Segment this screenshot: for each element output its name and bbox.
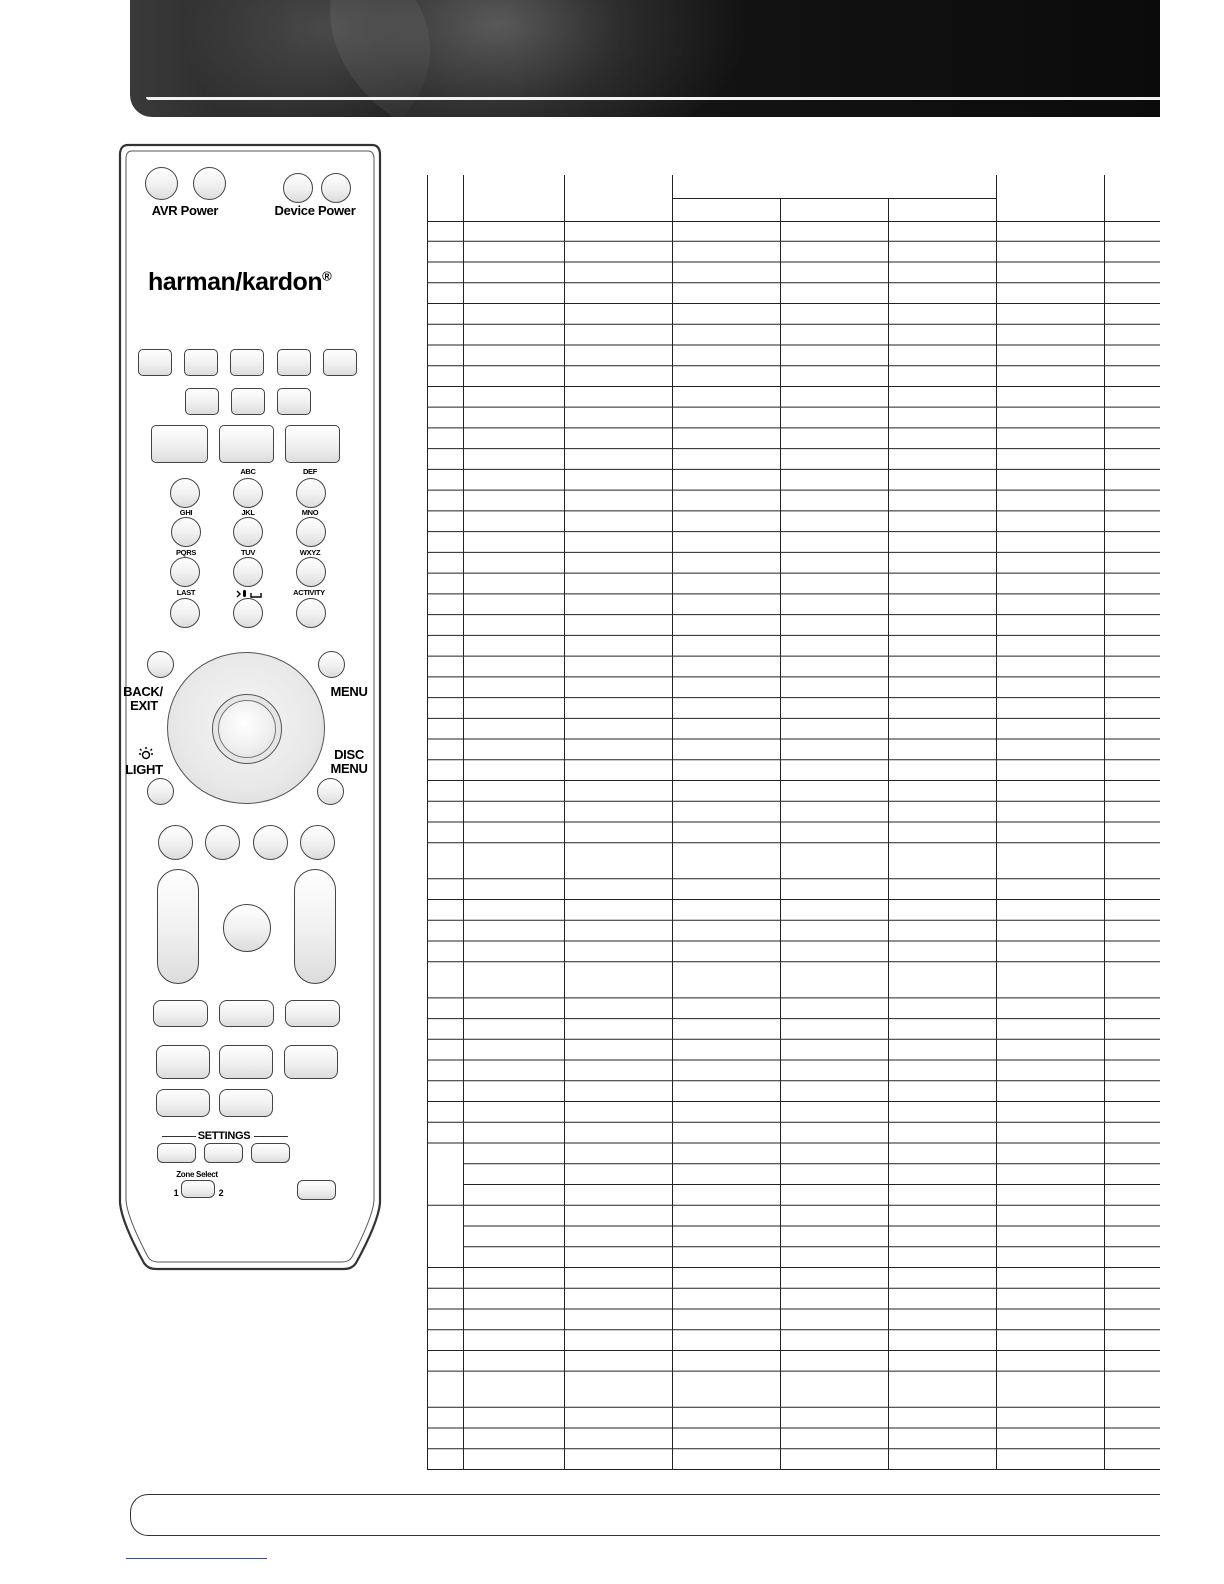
light-label: LIGHT — [125, 762, 163, 777]
zone-select-switch[interactable] — [181, 1180, 215, 1198]
avr-power-label: AVR Power — [151, 203, 219, 218]
settings-button[interactable] — [251, 1143, 290, 1163]
number-button-5[interactable] — [233, 517, 263, 547]
disc-menu-label: DISC — [334, 747, 364, 762]
menu-button[interactable] — [318, 651, 345, 678]
zone-1-label: 1 — [173, 1188, 179, 1198]
source-button[interactable] — [277, 349, 311, 376]
large-button[interactable] — [219, 425, 274, 463]
code-table-grid — [427, 175, 1160, 1471]
tuv-label: TUV — [240, 548, 256, 557]
transport-button[interactable] — [219, 1045, 273, 1079]
wxyz-label: WXYZ — [299, 548, 321, 557]
last-label: LAST — [176, 588, 196, 597]
abc-label: ABC — [240, 467, 256, 476]
avr-power-button-1[interactable] — [145, 167, 178, 200]
transport-button[interactable] — [156, 1045, 210, 1079]
device-power-label: Device Power — [274, 203, 356, 218]
ghi-label: GHI — [179, 508, 193, 517]
brand-name: harman/kardon — [148, 268, 323, 296]
device-power-button-1[interactable] — [283, 173, 313, 203]
channel-rocker[interactable] — [294, 869, 336, 984]
function-button[interactable] — [253, 825, 288, 860]
function-button[interactable] — [158, 825, 193, 860]
avr-power-button-2[interactable] — [193, 167, 226, 200]
def-label: DEF — [302, 467, 318, 476]
transport-button[interactable] — [219, 1000, 274, 1027]
transport-button[interactable] — [219, 1089, 273, 1117]
transport-button[interactable] — [156, 1089, 210, 1117]
transport-button[interactable] — [285, 1000, 340, 1027]
number-button-7[interactable] — [170, 557, 200, 587]
mic-space-icon — [236, 586, 262, 596]
settings-divider — [254, 1136, 288, 1137]
light-button[interactable] — [147, 778, 174, 805]
source-button[interactable] — [230, 349, 264, 376]
source-button[interactable] — [323, 349, 357, 376]
last-button[interactable] — [170, 598, 200, 628]
number-button-3[interactable] — [296, 478, 326, 508]
brand-mark: ® — [322, 268, 332, 284]
function-button[interactable] — [300, 825, 335, 860]
mno-label: MNO — [301, 508, 319, 517]
extra-button[interactable] — [297, 1180, 336, 1200]
transport-button[interactable] — [284, 1045, 338, 1079]
mute-button[interactable] — [223, 904, 271, 952]
function-button[interactable] — [205, 825, 240, 860]
zone-2-label: 2 — [218, 1188, 224, 1198]
source-button[interactable] — [184, 349, 218, 376]
number-button-9[interactable] — [296, 557, 326, 587]
footer-link-underline[interactable] — [126, 1558, 267, 1559]
device-power-button-2[interactable] — [321, 173, 351, 203]
number-button-0[interactable] — [233, 598, 263, 628]
volume-rocker[interactable] — [157, 869, 199, 984]
activity-button[interactable] — [296, 598, 326, 628]
large-button[interactable] — [285, 425, 340, 463]
jkl-label: JKL — [241, 508, 255, 517]
footer-bar — [130, 1494, 1160, 1536]
large-button[interactable] — [151, 425, 208, 463]
number-button-2[interactable] — [233, 478, 263, 508]
source-button[interactable] — [185, 388, 219, 415]
back-exit-label: BACK/ — [123, 684, 163, 699]
ok-button[interactable] — [218, 700, 276, 758]
settings-divider — [162, 1136, 196, 1137]
header-banner — [130, 0, 1160, 117]
back-exit-label: EXIT — [130, 698, 158, 713]
settings-label: SETTINGS — [197, 1130, 251, 1142]
menu-label: MENU — [330, 684, 368, 699]
zone-select-label: Zone Select — [176, 1170, 218, 1179]
banner-divider — [146, 97, 1160, 100]
pqrs-label: PQRS — [175, 548, 197, 557]
source-button[interactable] — [138, 349, 172, 376]
source-button[interactable] — [231, 388, 265, 415]
source-button[interactable] — [277, 388, 311, 415]
brand-logo — [148, 268, 331, 297]
settings-button[interactable] — [157, 1143, 196, 1163]
activity-label: ACTIVITY — [293, 588, 325, 597]
settings-button[interactable] — [204, 1143, 243, 1163]
number-button-6[interactable] — [296, 517, 326, 547]
disc-menu-label: MENU — [330, 761, 368, 776]
transport-button[interactable] — [153, 1000, 208, 1027]
back-exit-button[interactable] — [147, 651, 174, 678]
disc-menu-button[interactable] — [317, 778, 344, 805]
number-button-1[interactable] — [170, 478, 200, 508]
number-button-8[interactable] — [233, 557, 263, 587]
code-table — [427, 175, 1160, 1471]
number-button-4[interactable] — [171, 517, 201, 547]
light-icon — [138, 746, 154, 763]
